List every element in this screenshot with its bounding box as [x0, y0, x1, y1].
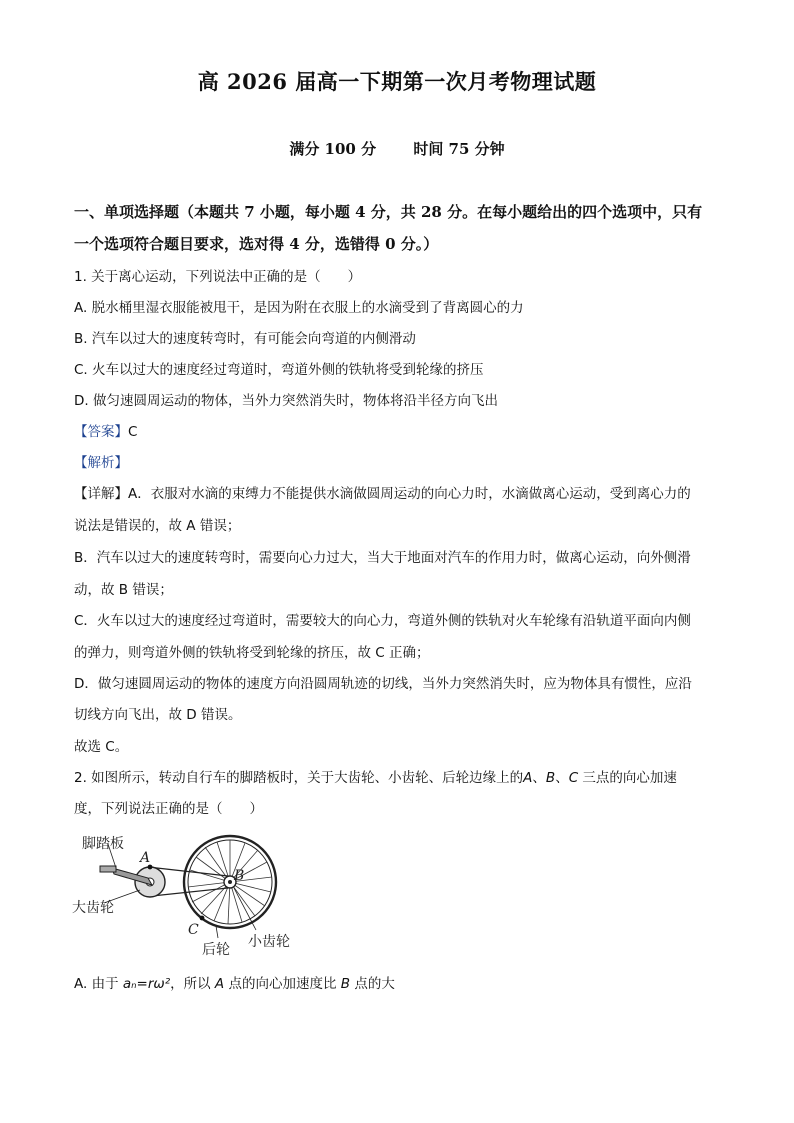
q1-detail-line3: B．汽车以过大的速度转弯时，需要向心力过大，当大于地面对汽车的作用力时，做离心运动，向外侧滑 [74, 550, 691, 566]
exam-time: 时间 75 分钟 [413, 140, 505, 158]
q2-stem-text: 2. 如图所示，转动自行车的脚踏板时，关于大齿轮、小齿轮、后轮边缘上的 [74, 770, 524, 786]
point-b-label: B [340, 976, 351, 992]
analysis-tag: 【解析】 [74, 455, 128, 471]
q1-detail-line7: D．做匀速圆周运动的物体的速度方向沿圆周轨迹的切线，当外力突然消失时，应为物体具有惯性，应沿 [74, 676, 692, 692]
point-a-label: A [523, 770, 533, 786]
q2-option-a-text-2: 点的向心加速度比 [224, 976, 341, 992]
q2-stem-line1 [74, 766, 722, 786]
q2-option-a-text: ，所以 [170, 976, 215, 992]
q1-option-d: D. 做匀速圆周运动的物体，当外力突然消失时，物体将沿半径方向飞出 [74, 393, 498, 409]
bicycle-gear-diagram [70, 830, 310, 960]
pedal [100, 866, 116, 872]
label-rear-wheel: 后轮 [202, 942, 230, 958]
separator: 、 [555, 770, 569, 786]
page-title: 高 2026 届高一下期第一次月考物理试题 [197, 69, 597, 94]
detail-tag: 【详解】 [74, 486, 128, 502]
label-point-a: A [140, 850, 151, 866]
leader-rear-wheel [216, 926, 218, 938]
section-heading-line1: 一、单项选择题（本题共 7 小题，每小题 4 分，共 28 分。在每小题给出的四个选项中，只有 [74, 203, 703, 221]
q2-option-a [74, 972, 722, 992]
q1-stem: 1. 关于离心运动，下列说法中正确的是（ ） [74, 269, 362, 285]
q1-detail-line2: 说法是错误的，故 A 错误； [74, 518, 241, 534]
q2-option-a-end: 点的大 [350, 976, 395, 992]
exam-meta [0, 138, 794, 159]
separator: 、 [532, 770, 546, 786]
point-b-label: B [545, 770, 556, 786]
q1-conclusion: 故选 C。 [74, 739, 129, 755]
small-gear-hub [228, 880, 232, 884]
q1-detail-line6: 的弹力，则弯道外侧的铁轨将受到轮缘的挤压，故 C 正确； [74, 645, 430, 661]
q1-option-a: A. 脱水桶里湿衣服能被甩干，是因为附在衣服上的水滴受到了背离圆心的力 [74, 300, 524, 316]
point-c-marker [200, 916, 205, 921]
label-pedal: 脚踏板 [82, 836, 124, 852]
q1-detail-line5: C．火车以过大的速度经过弯道时，需要较大的向心力，弯道外侧的铁轨对火车轮缘有沿轨道平面向内侧 [74, 613, 691, 629]
q2-stem-text-end: 三点的向心加速 [578, 770, 677, 786]
detail-text-1: A．衣服对水滴的束缚力不能提供水滴做圆周运动的向心力时，水滴做离心运动，受到离心力的 [128, 486, 691, 502]
q1-option-b: B. 汽车以过大的速度转弯时，有可能会向弯道的内侧滑动 [74, 331, 416, 347]
q2-option-a-prefix: A. 由于 [74, 976, 123, 992]
point-a-label: A [214, 976, 225, 992]
formula: aₙ=rω² [122, 976, 171, 992]
answer-tag: 【答案】 [74, 424, 128, 440]
q2-stem-line2: 度，下列说法正确的是（ ） [74, 801, 263, 817]
q1-option-c: C. 火车以过大的速度经过弯道时，弯道外侧的铁轨将受到轮缘的挤压 [74, 362, 484, 378]
q1-detail-line1 [74, 482, 722, 502]
label-small-gear: 小齿轮 [248, 934, 290, 950]
q1-answer [74, 420, 722, 440]
label-point-c: C [188, 922, 199, 938]
answer-value: C [128, 424, 138, 440]
q1-detail-line4: 动，故 B 错误； [74, 582, 173, 598]
label-point-b: B [234, 868, 245, 884]
section-heading-line2: 一个选项符合题目要求，选对得 4 分，选错得 0 分。） [74, 235, 439, 253]
q1-detail-line8: 切线方向飞出，故 D 错误。 [74, 707, 242, 723]
section-heading [74, 196, 724, 260]
full-score: 满分 100 分 [289, 140, 377, 158]
point-c-label: C [568, 770, 579, 786]
label-big-gear: 大齿轮 [72, 900, 114, 916]
